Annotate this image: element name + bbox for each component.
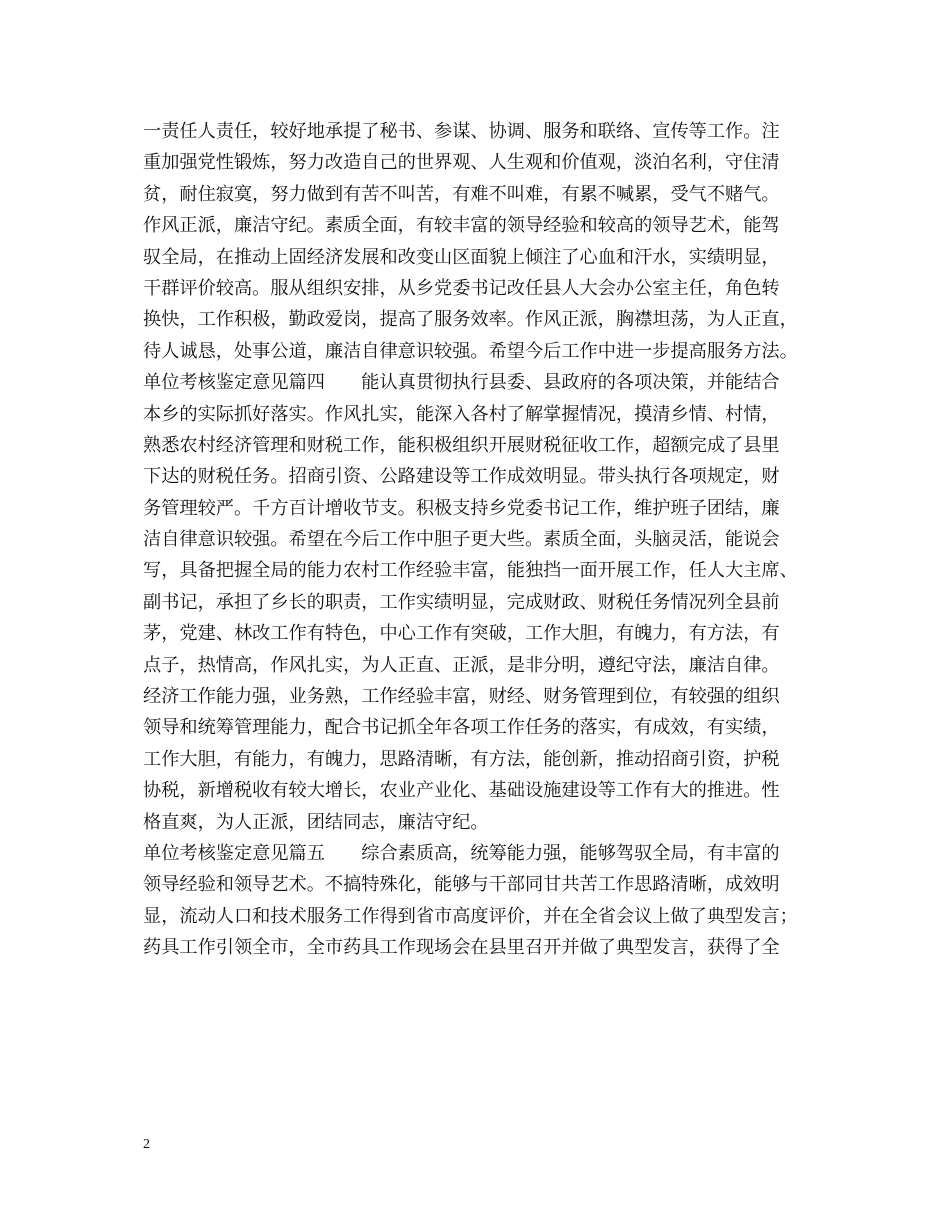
document-body-text: [143, 116, 813, 964]
text-line: 写，具备把握全局的能力农村工作经验丰富，能独挡一面开展工作，任人大主席、: [143, 560, 798, 582]
text-line: 驭全局，在推动上固经济发展和改变山区面貌上倾注了心血和汗水，实绩明显，: [143, 246, 780, 268]
text-line: 工作大胆，有能力，有魄力，思路清晰，有方法，能创新，推动招商引资，护税: [143, 748, 780, 770]
text-line: 作风正派，廉洁守纪。素质全面，有较丰富的领导经验和较高的领导艺术，能驾: [143, 215, 780, 237]
text-line: 茅，党建、林改工作有特色，中心工作有突破，工作大胆，有魄力，有方法，有: [143, 623, 780, 645]
text-line: 格直爽，为人正派，团结同志，廉洁守纪。: [143, 811, 489, 833]
text-line: 贫，耐住寂寞，努力做到有苦不叫苦，有难不叫难，有累不喊累，受气不赌气。: [143, 183, 780, 205]
text-line: 洁自律意识较强。希望在今后工作中胆子更大些。素质全面，头脑灵活，能说会: [143, 529, 780, 551]
text-line: 熟悉农村经济管理和财税工作，能积极组织开展财税征收工作，超额完成了县里: [143, 434, 780, 456]
page-number: 2: [143, 1137, 150, 1152]
text-line: 领导和统筹管理能力，配合书记抓全年各项工作任务的落实，有成效，有实绩，: [143, 717, 780, 739]
text-line: 下达的财税任务。招商引资、公路建设等工作成效明显。带头执行各项规定，财: [143, 466, 780, 488]
text-line: 换快，工作积极，勤政爱岗，提高了服务效率。作风正派，胸襟坦荡，为人正直，: [143, 309, 798, 331]
text-line: 重加强党性锻炼，努力改造自己的世界观、人生观和价值观，淡泊名利，守住清: [143, 152, 780, 174]
text-line: 一责任人责任，较好地承提了秘书、参谋、协调、服务和联络、宣传等工作。注: [143, 121, 780, 142]
text-line: 待人诚恳，处事公道，廉洁自律意识较强。希望今后工作中进一步提高服务方法。: [143, 340, 798, 362]
text-line: 经济工作能力强，业务熟，工作经验丰富，财经、财务管理到位，有较强的组织: [143, 686, 780, 708]
text-line: 务管理较严。千方百计增收节支。积极支持乡党委书记工作，维护班子团结，廉: [143, 497, 780, 519]
section-heading-line: 单位考核鉴定意见篇四 能认真贯彻执行县委、县政府的各项决策，并能结合: [143, 372, 780, 394]
section-heading-line: 单位考核鉴定意见篇五 综合素质高，统筹能力强，能够驾驭全局，有丰富的: [143, 842, 780, 864]
text-line: 本乡的实际抓好落实。作风扎实，能深入各村了解掌握情况，摸清乡情、村情，: [143, 403, 780, 425]
text-line: 干群评价较高。服从组织安排，从乡党委书记改任县人大会办公室主任，角色转: [143, 277, 780, 299]
text-line: 协税，新增税收有较大增长，农业产业化、基础设施建设等工作有大的推进。性: [143, 780, 780, 802]
text-line: 显，流动人口和技术服务工作得到省市高度评价，并在全省会议上做了典型发言；: [143, 905, 798, 927]
text-line: 点子，热情高，作风扎实，为人正直、正派，是非分明，遵纪守法，廉洁自律。: [143, 654, 780, 676]
text-line: 领导经验和领导艺术。不搞特殊化，能够与干部同甘共苦工作思路清晰，成效明: [143, 874, 780, 896]
text-line: 药具工作引领全市，全市药具工作现场会在县里召开并做了典型发言，获得了全: [143, 937, 780, 959]
text-line: 副书记，承担了乡长的职责，工作实绩明显，完成财政、财税任务情况列全县前: [143, 591, 780, 613]
